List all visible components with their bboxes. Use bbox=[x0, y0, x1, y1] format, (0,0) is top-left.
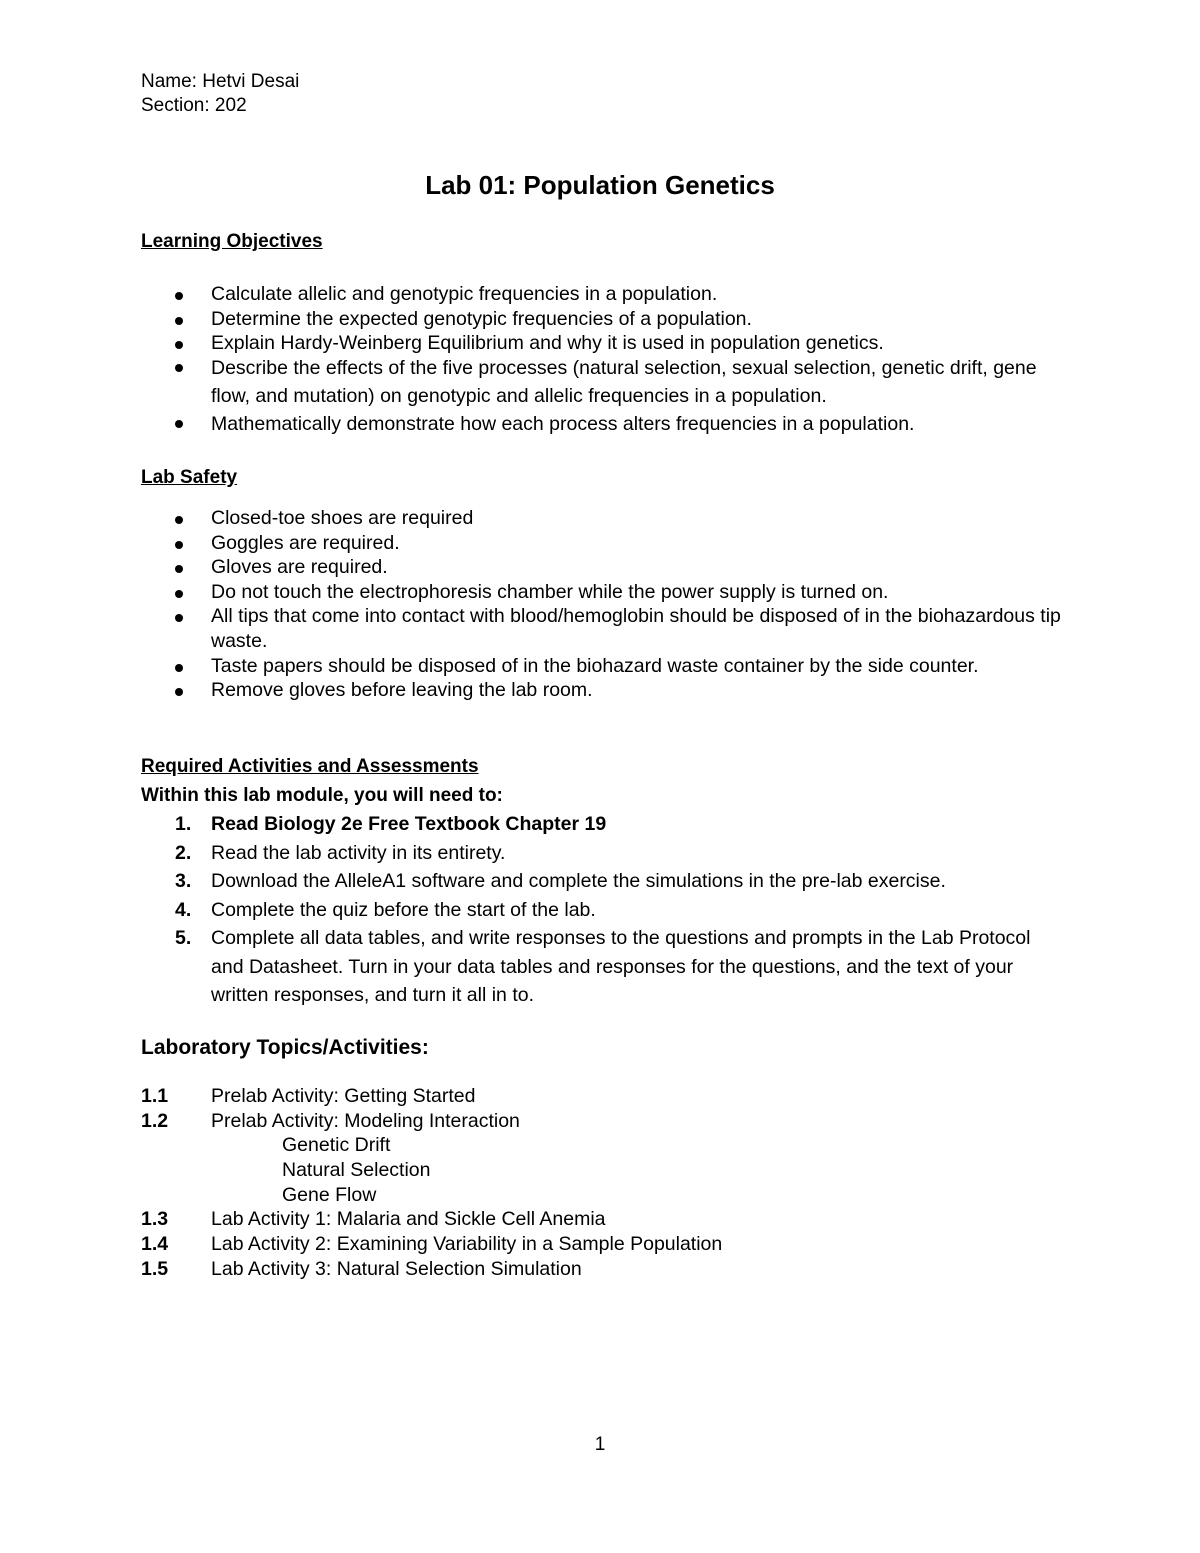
bullet-icon bbox=[175, 341, 183, 349]
bullet-icon bbox=[175, 541, 183, 549]
list-item: Remove gloves before leaving the lab room. bbox=[141, 678, 1061, 703]
list-item: All tips that come into contact with blood/hemoglobin should be disposed of in the biohazardous tip waste. bbox=[141, 604, 1061, 653]
learning-objectives-list bbox=[141, 282, 1061, 438]
lab-safety-heading: Lab Safety bbox=[141, 467, 238, 488]
page-number: 1 bbox=[594, 1434, 606, 1455]
list-item: Natural Selection bbox=[282, 1159, 431, 1182]
list-item: Gloves are required. bbox=[141, 555, 1061, 580]
bullet-icon bbox=[175, 688, 183, 696]
list-item: 1.2 Prelab Activity: Modeling Interaction bbox=[141, 1109, 520, 1132]
list-item: Describe the effects of the five processes (natural selection, sexual selection, genetic drift, gene flow, and mutation) on genotypic and allelic frequencies in a population. bbox=[141, 354, 1061, 410]
list-item: 1.5 Lab Activity 3: Natural Selection Simulation bbox=[141, 1257, 582, 1280]
list-item: Determine the expected genotypic frequencies of a population. bbox=[141, 307, 1061, 332]
required-activities-heading: Required Activities and Assessments bbox=[141, 756, 479, 777]
list-item: Closed-toe shoes are required bbox=[141, 506, 1061, 531]
list-item: 4. Complete the quiz before the start of the lab. bbox=[175, 898, 596, 921]
student-name: Name: Hetvi Desai bbox=[141, 71, 300, 92]
list-item: Genetic Drift bbox=[282, 1134, 391, 1157]
bullet-icon bbox=[175, 590, 183, 598]
list-item: Gene Flow bbox=[282, 1183, 377, 1206]
bullet-icon bbox=[175, 364, 183, 372]
laboratory-topics-heading: Laboratory Topics/Activities: bbox=[141, 1036, 429, 1059]
list-item: Mathematically demonstrate how each process alters frequencies in a population. bbox=[141, 410, 1061, 438]
lab-safety-list bbox=[141, 506, 1061, 703]
bullet-icon bbox=[175, 317, 183, 325]
list-item: 5. Complete all data tables, and write responses to the questions and prompts in the Lab Protocol and Datasheet. Turn in your data tables and responses for the questions, and the text of your written responses, and turn it all in to. bbox=[175, 927, 1031, 1006]
bullet-icon bbox=[175, 420, 183, 428]
bullet-icon bbox=[175, 664, 183, 672]
bullet-icon bbox=[175, 516, 183, 524]
page-title: Lab 01: Population Genetics bbox=[425, 170, 775, 200]
list-item: Taste papers should be disposed of in the biohazard waste container by the side counter. bbox=[141, 654, 1061, 679]
bullet-icon bbox=[175, 614, 183, 622]
laboratory-topics-list bbox=[141, 1084, 1061, 1282]
list-item: Explain Hardy-Weinberg Equilibrium and why it is used in population genetics. bbox=[141, 331, 1061, 356]
bullet-icon bbox=[175, 565, 183, 573]
list-item: Goggles are required. bbox=[141, 531, 1061, 556]
list-item: 2. Read the lab activity in its entirety. bbox=[175, 841, 506, 864]
list-item: 1.3 Lab Activity 1: Malaria and Sickle Cell Anemia bbox=[141, 1208, 606, 1231]
list-item: 3. Download the AlleleA1 software and complete the simulations in the pre-lab exercise. bbox=[175, 870, 946, 892]
student-section: Section: 202 bbox=[141, 95, 247, 116]
required-activities-intro: Within this lab module, you will need to: bbox=[141, 785, 503, 806]
list-item: Do not touch the electrophoresis chamber while the power supply is turned on. bbox=[141, 580, 1061, 605]
bullet-icon bbox=[175, 292, 183, 300]
learning-objectives-heading: Learning Objectives bbox=[141, 231, 323, 252]
list-item: Calculate allelic and genotypic frequencies in a population. bbox=[141, 282, 1061, 307]
list-item: 1.1 Prelab Activity: Getting Started bbox=[141, 1085, 476, 1107]
list-item: 1.4 Lab Activity 2: Examining Variability in a Sample Population bbox=[141, 1233, 723, 1256]
required-activities-list bbox=[141, 810, 1061, 1010]
list-item: 1. Read Biology 2e Free Textbook Chapter 19 bbox=[175, 813, 607, 835]
